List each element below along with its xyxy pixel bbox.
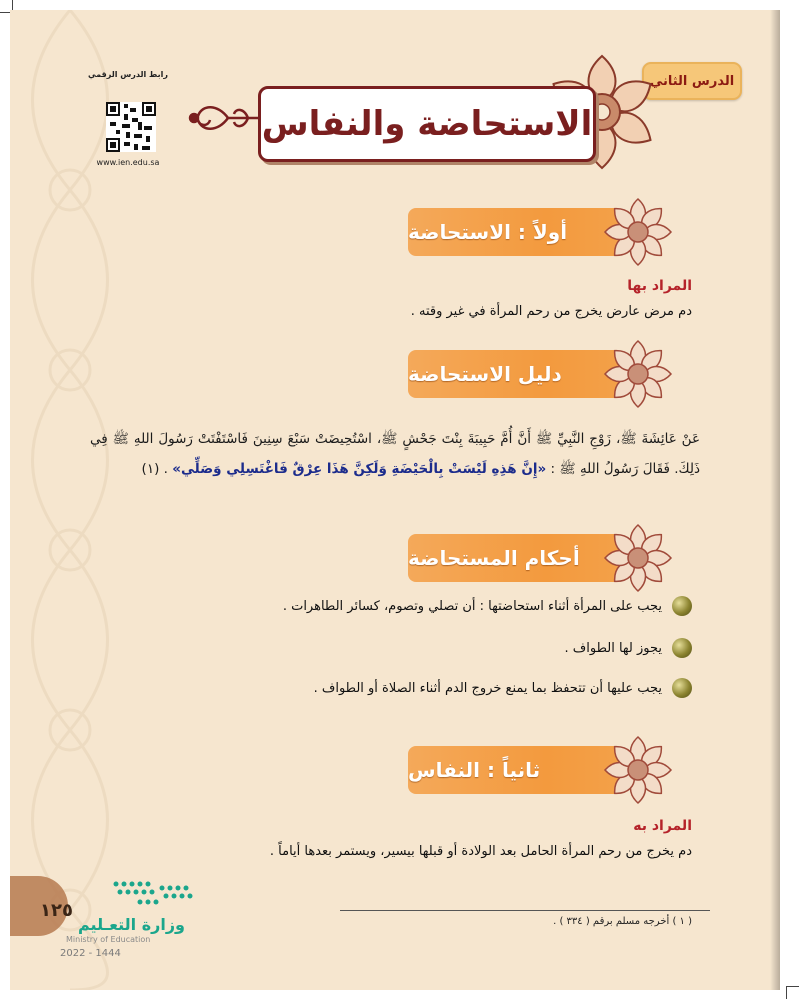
digital-lesson-qr[interactable]	[78, 70, 178, 174]
section-heading-istihada: أولاً : الاستحاضة	[408, 220, 568, 244]
hadith-narration: عَنْ عَائِشَةَ ﷺ، زَوْجِ النَّبِيِّ ﷺ أَنَّ أُمَّ حَبِيبَةَ بِنْتَ جَحْشٍ ﷺ، اسْتُحِيضَتْ سَبْعَ سِنِينَ فَاسْتَفْتَتْ رَسُولَ اللهِ ﷺ فِي ذَلِكَ. فَقَالَ رَسُولُ اللهِ ﷺ :	[90, 431, 700, 477]
page-edge-shadow	[770, 10, 780, 990]
page	[10, 10, 780, 990]
edition-year: 2022 - 1444	[60, 948, 121, 959]
qr-label: رابط الدرس الرقمي	[88, 70, 168, 79]
rosette-icon	[602, 734, 674, 806]
scroll-ornament	[188, 96, 268, 140]
list-item	[565, 638, 693, 658]
bullet-icon	[672, 678, 692, 698]
section-heading-nifas: ثانياً : النفاس	[408, 758, 541, 782]
ministry-name-en: Ministry of Education	[66, 935, 151, 944]
ministry-logo-icon	[110, 876, 200, 910]
sub-heading-istihada: المراد بها	[627, 278, 692, 294]
footnote-divider	[340, 910, 710, 911]
bullet-icon	[672, 596, 692, 616]
list-item-text: يجب على المرأة أثناء استحاضتها : أن تصلي وتصوم، كسائر الطاهرات .	[282, 598, 662, 614]
lesson-title: الاستحاضة والنفاس	[261, 104, 593, 144]
hadith-text	[90, 424, 700, 484]
istihada-definition: دم مرض عارض يخرج من رحم المرأة في غير وقته .	[410, 304, 692, 319]
list-item-text: يجب عليها أن تتحفظ بما يمنع خروج الدم أثناء الصلاة أو الطواف .	[313, 680, 662, 696]
qr-code-icon[interactable]	[106, 102, 156, 152]
crop-mark-br	[786, 986, 799, 999]
nifas-definition: دم يخرج من رحم المرأة الحامل بعد الولادة أو قبلها بيسير، ويستمر بعدها أياماً .	[269, 844, 692, 859]
hadith-reference: . (١)	[141, 461, 168, 477]
list-item-text: يجوز لها الطواف .	[564, 640, 662, 656]
section-heading-dalil: دليل الاستحاضة	[408, 362, 562, 386]
rosette-icon	[602, 522, 674, 594]
footnote: ( ١ ) أخرجه مسلم برقم ( ٣٣٤ ) .	[553, 916, 692, 927]
qr-url[interactable]: www.ien.edu.sa	[96, 158, 160, 167]
lesson-title-box	[258, 86, 596, 162]
lesson-tag: الدرس الثاني	[642, 62, 742, 100]
list-item	[283, 596, 692, 616]
section-heading-ahkam: أحكام المستحاضة	[408, 546, 580, 570]
page-number: ١٢٥	[40, 900, 73, 921]
sub-heading-nifas: المراد به	[633, 818, 692, 834]
list-item	[314, 678, 692, 698]
ministry-name-ar: وزارة التعـليم	[78, 915, 185, 934]
bullet-icon	[672, 638, 692, 658]
rosette-icon	[602, 338, 674, 410]
rosette-icon	[602, 196, 674, 268]
hadith-quote: «إِنَّ هَذِهِ لَيْسَتْ بِالْحَيْضَةِ وَلَكِنَّ هَذَا عِرْقٌ فَاغْتَسِلِي وَصَلِّي»	[172, 461, 547, 477]
